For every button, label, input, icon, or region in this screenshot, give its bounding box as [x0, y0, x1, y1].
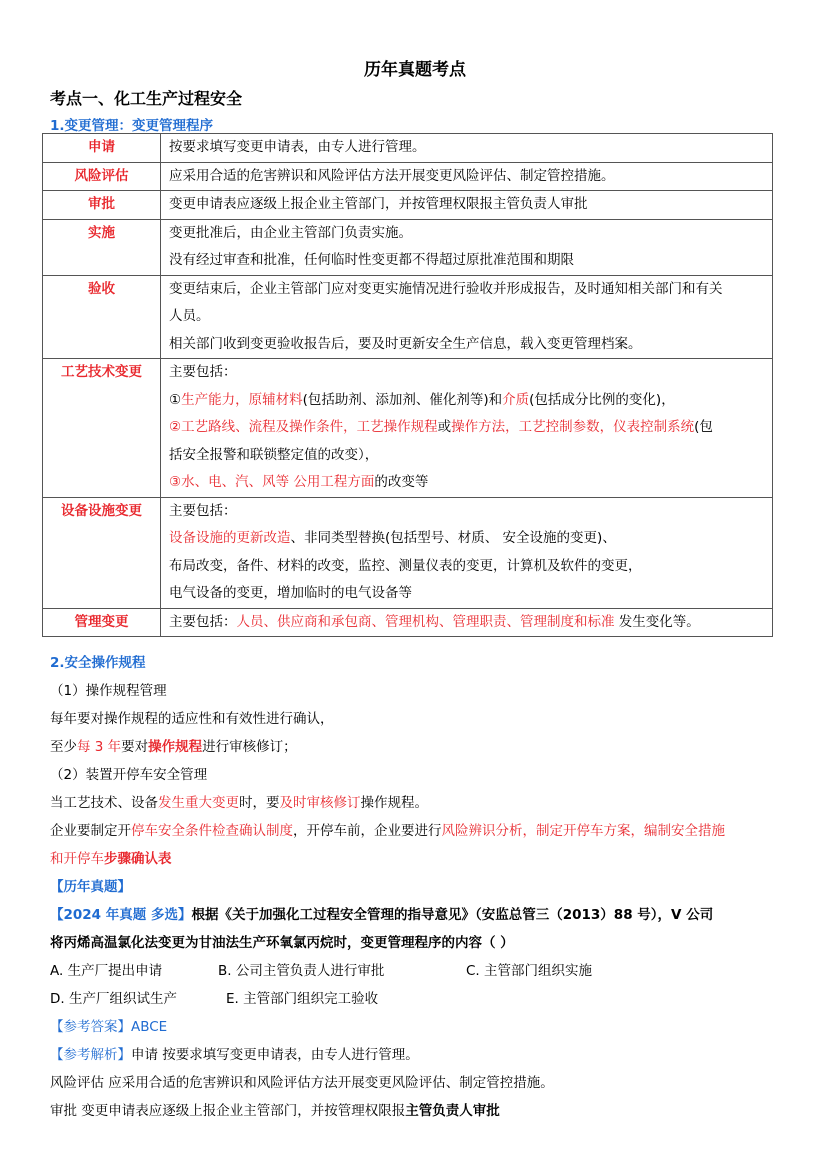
paragraph: 至少每 3 年要对操作规程进行审核修订； [50, 739, 297, 755]
row-key: 申请 [88, 139, 115, 155]
row-value: 变更结束后，企业主管部门应对变更实施情况进行验收并形成报告，及时通知相关部门和有关 [169, 280, 723, 297]
row-key: 验收 [88, 280, 115, 297]
paragraph: 企业要制定开停车安全条件检查确认制度，开停车前，企业要进行风险辨识分析，制定开停车方案，编制安全措施 [50, 823, 725, 839]
exam-section-label: 【历年真题】 [50, 879, 131, 895]
row-key: 管理变更 [74, 613, 129, 630]
table-row [43, 219, 773, 275]
row-value: 变更批准后，由企业主管部门负责实施。 [169, 224, 412, 241]
subsection-heading: 1.变更管理：变更管理程序 [50, 118, 214, 134]
row-value: 按要求填写变更申请表，由专人进行管理。 [169, 139, 426, 155]
table-row [43, 162, 773, 191]
row-value: ③水、电、汽、风等 公用工程方面的改变等 [169, 474, 429, 490]
row-value: 主要包括：人员、供应商和承包商、管理机构、管理职责、管理制度和标准 发生变化等。 [169, 613, 700, 630]
option-e: E. 主管部门组织完工验收 [226, 991, 379, 1007]
paragraph: 每年要对操作规程的适应性和有效性进行确认， [50, 711, 334, 727]
row-value: ②工艺路线、流程及操作条件，工艺操作规程或操作方法，工艺控制参数，仪表控制系统(包 [169, 419, 713, 435]
analysis-line: 风险评估 应采用合适的危害辨识和风险评估方法开展变更风险评估、制定管控措施。 [50, 1075, 554, 1091]
row-key: 实施 [88, 224, 115, 241]
row-value: 主要包括： [169, 364, 237, 380]
page-title: 历年真题考点 [364, 60, 466, 80]
paragraph: 当工艺技术、设备发生重大变更时，要及时审核修订操作规程。 [50, 795, 428, 811]
analysis-line: 【参考解析】申请 按要求填写变更申请表，由专人进行管理。 [50, 1047, 419, 1063]
row-value: 相关部门收到变更验收报告后，要及时更新安全生产信息，载入变更管理档案。 [169, 335, 642, 352]
paragraph: （1）操作规程管理 [50, 683, 167, 699]
row-value: 应采用合适的危害辨识和风险评估方法开展变更风险评估、制定管控措施。 [169, 167, 615, 184]
question-line: 【2024 年真题 多选】根据《关于加强化工过程安全管理的指导意见》（安监总管三（2013）88 号），V 公司 [50, 907, 714, 923]
option-c: C. 主管部门组织实施 [466, 963, 593, 979]
row-key: 风险评估 [74, 167, 129, 184]
table-row [43, 275, 773, 359]
table-row [43, 497, 773, 608]
row-key: 工艺技术变更 [61, 364, 142, 380]
option-b: B. 公司主管负责人进行审批 [218, 963, 385, 979]
row-value: 没有经过审查和批准，任何临时性变更都不得超过原批准范围和期限 [169, 252, 574, 268]
row-value: 主要包括： [169, 502, 237, 519]
row-key: 设备设施变更 [61, 502, 142, 519]
row-value: 人员。 [169, 308, 210, 324]
table-row [43, 191, 773, 220]
change-procedure-table [42, 133, 773, 637]
table-row [43, 359, 773, 498]
option-a: A. 生产厂提出申请 [50, 963, 163, 979]
section-heading: 考点一、化工生产过程安全 [50, 89, 243, 108]
paragraph: 和开停车步骤确认表 [50, 851, 172, 867]
subsection-heading: 2.安全操作规程 [50, 655, 146, 671]
question-line: 将丙烯高温氯化法变更为甘油法生产环氧氯丙烷时，变更管理程序的内容（ ） [50, 935, 514, 951]
analysis-line: 审批 变更申请表应逐级上报企业主管部门，并按管理权限报主管负责人审批 [50, 1103, 500, 1119]
answer: 【参考答案】ABCE [50, 1019, 168, 1035]
row-value: ①生产能力，原辅材料(包括助剂、添加剂、催化剂等)和介质(包括成分比例的变化)， [169, 391, 675, 408]
table-row [43, 608, 773, 637]
row-key: 审批 [88, 196, 115, 212]
row-value: 电气设备的变更，增加临时的电气设备等 [169, 585, 412, 601]
row-value: 变更申请表应逐级上报企业主管部门，并按管理权限报主管负责人审批 [169, 196, 588, 212]
row-value: 布局改变，备件、材料的改变，监控、测量仪表的变更，计算机及软件的变更， [169, 557, 642, 574]
paragraph: （2）装置开停车安全管理 [50, 767, 208, 783]
row-value: 设备设施的更新改造、非同类型替换(包括型号、材质、 安全设施的变更)、 [169, 530, 616, 546]
option-d: D. 生产厂组织试生产 [50, 991, 177, 1007]
row-value: 括安全报警和联锁整定值的改变）， [169, 446, 379, 463]
table-row [43, 134, 773, 163]
